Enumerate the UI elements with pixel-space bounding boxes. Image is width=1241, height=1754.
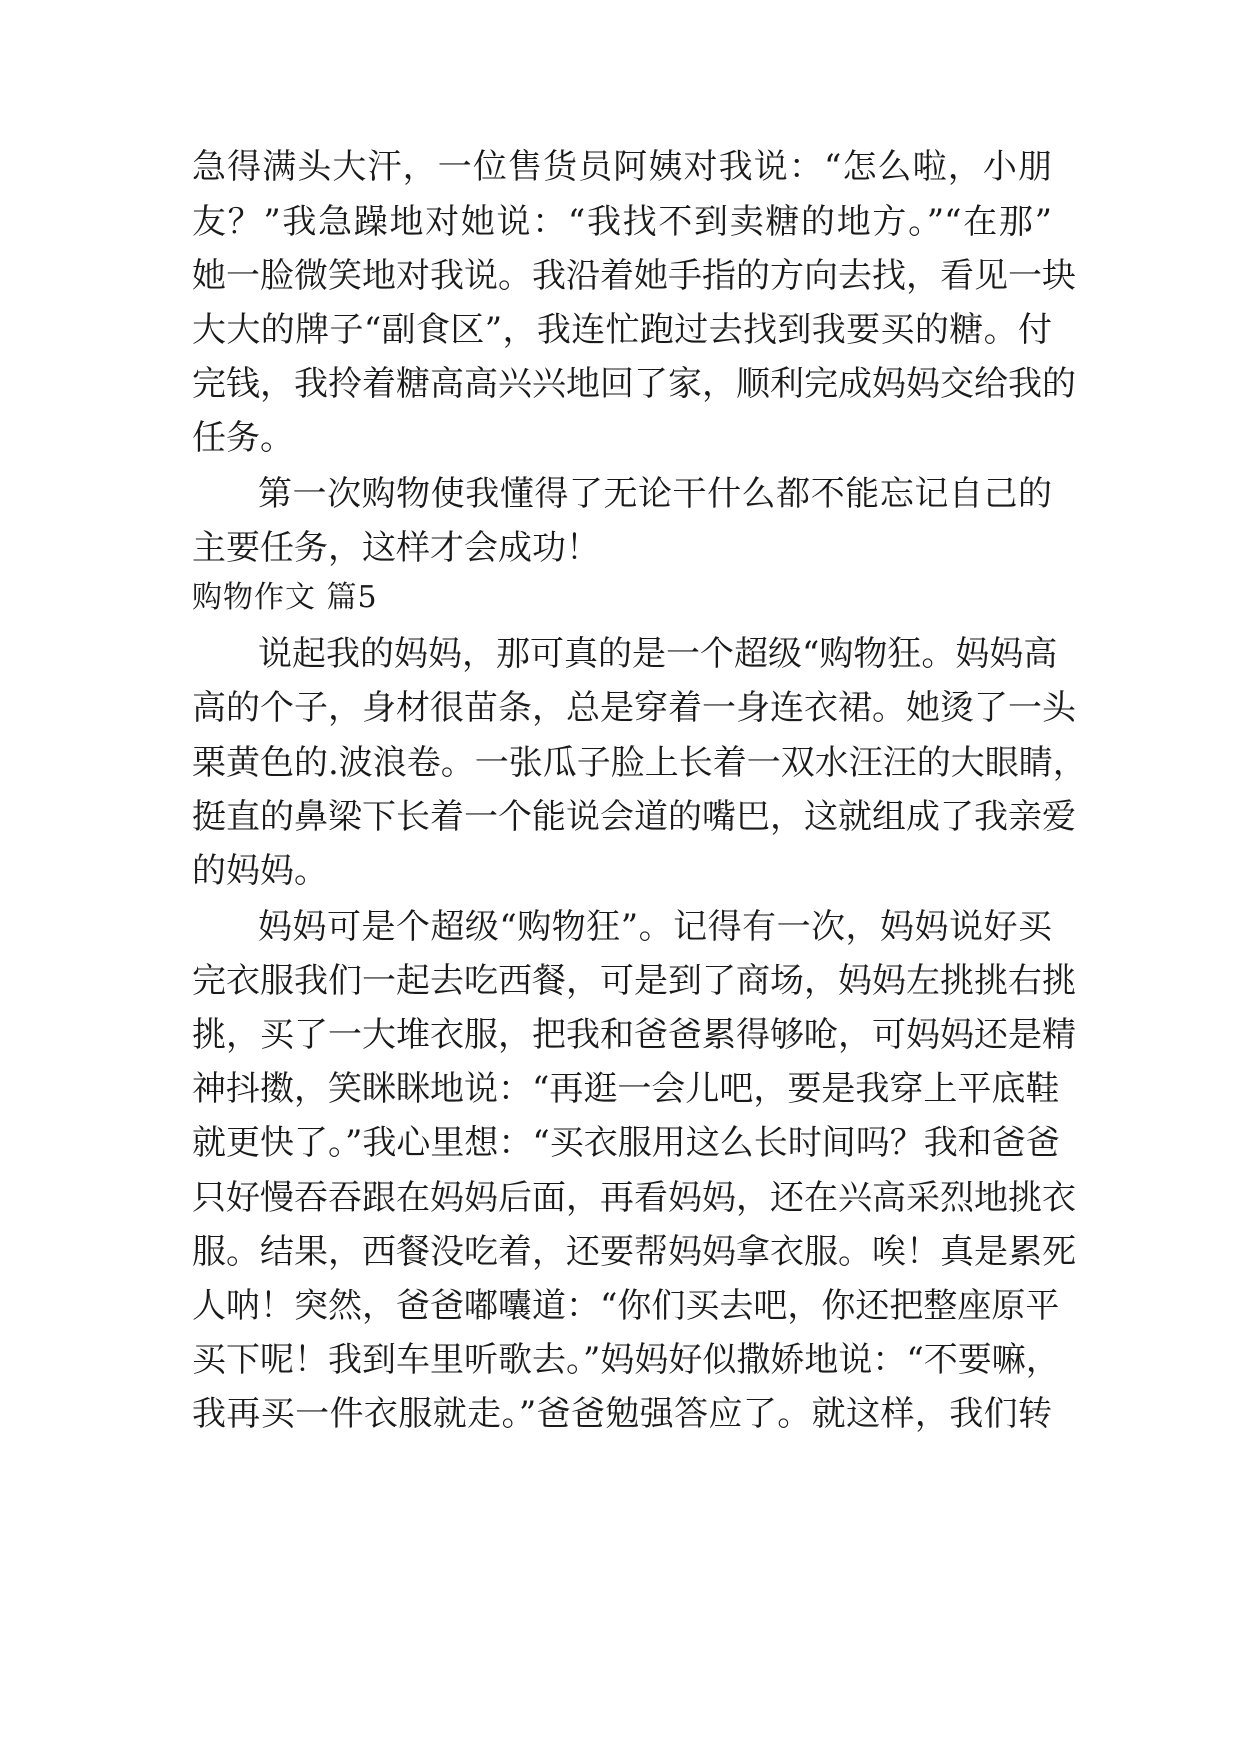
text-line: 第一次购物使我懂得了无论干什么都不能忘记自己的: [258, 474, 1052, 514]
text-line: 主要任务，这样才会成功！: [192, 528, 600, 568]
text-line: 只好慢吞吞跟在妈妈后面，再看妈妈，还在兴高采烈地挑衣: [192, 1178, 1076, 1218]
text-line: 高的个子，身材很苗条，总是穿着一身连衣裙。她烫了一头: [192, 688, 1076, 728]
text-line: 就更快了。”我心里想：“买衣服用这么长时间吗？我和爸爸: [192, 1123, 1060, 1163]
text-line: 服。结果，西餐没吃着，还要帮妈妈拿衣服。唉！真是累死: [192, 1232, 1076, 1272]
text-line: 完钱，我拎着糖高高兴兴地回了家，顺利完成妈妈交给我的: [192, 364, 1076, 404]
text-line: 栗黄色的.波浪卷。一张瓜子脸上长着一双水汪汪的大眼睛，: [192, 743, 1087, 783]
text-line: 人呐！突然，爸爸嘟囔道：“你们买去吧，你还把整座原平: [192, 1286, 1060, 1326]
text-line: 挑，买了一大堆衣服，把我和爸爸累得够呛，可妈妈还是精: [192, 1015, 1076, 1055]
text-line: 的妈妈。: [192, 851, 328, 891]
text-line: 大大的牌子“副食区”，我连忙跑过去找到我要买的糖。付: [192, 310, 1052, 350]
text-line: 妈妈可是个超级“购物狂”。记得有一次，妈妈说好买: [258, 907, 1052, 947]
text-line: 完衣服我们一起去吃西餐，可是到了商场，妈妈左挑挑右挑: [192, 961, 1076, 1001]
section-heading: 购物作文 篇5: [192, 580, 378, 615]
text-line: 任务。: [192, 418, 294, 458]
text-line: 说起我的妈妈，那可真的是一个超级“购物狂。妈妈高: [258, 634, 1058, 674]
text-line: 买下呢！我到车里听歌去。”妈妈好似撒娇地说：“不要嘛，: [192, 1340, 1060, 1380]
text-line: 挺直的鼻梁下长着一个能说会道的嘴巴，这就组成了我亲爱: [192, 797, 1076, 837]
text-line: 她一脸微笑地对我说。我沿着她手指的方向去找，看见一块: [192, 256, 1076, 296]
text-line: 友？”我急躁地对她说：“我找不到卖糖的地方。”“在那”: [192, 202, 1052, 242]
text-line: 我再买一件衣服就走。”爸爸勉强答应了。就这样，我们转: [192, 1394, 1052, 1434]
text-line: 神抖擞，笑眯眯地说：“再逛一会儿吧，要是我穿上平底鞋: [192, 1069, 1060, 1109]
text-line: 急得满头大汗，一位售货员阿姨对我说：“怎么啦，小朋: [192, 147, 1052, 187]
